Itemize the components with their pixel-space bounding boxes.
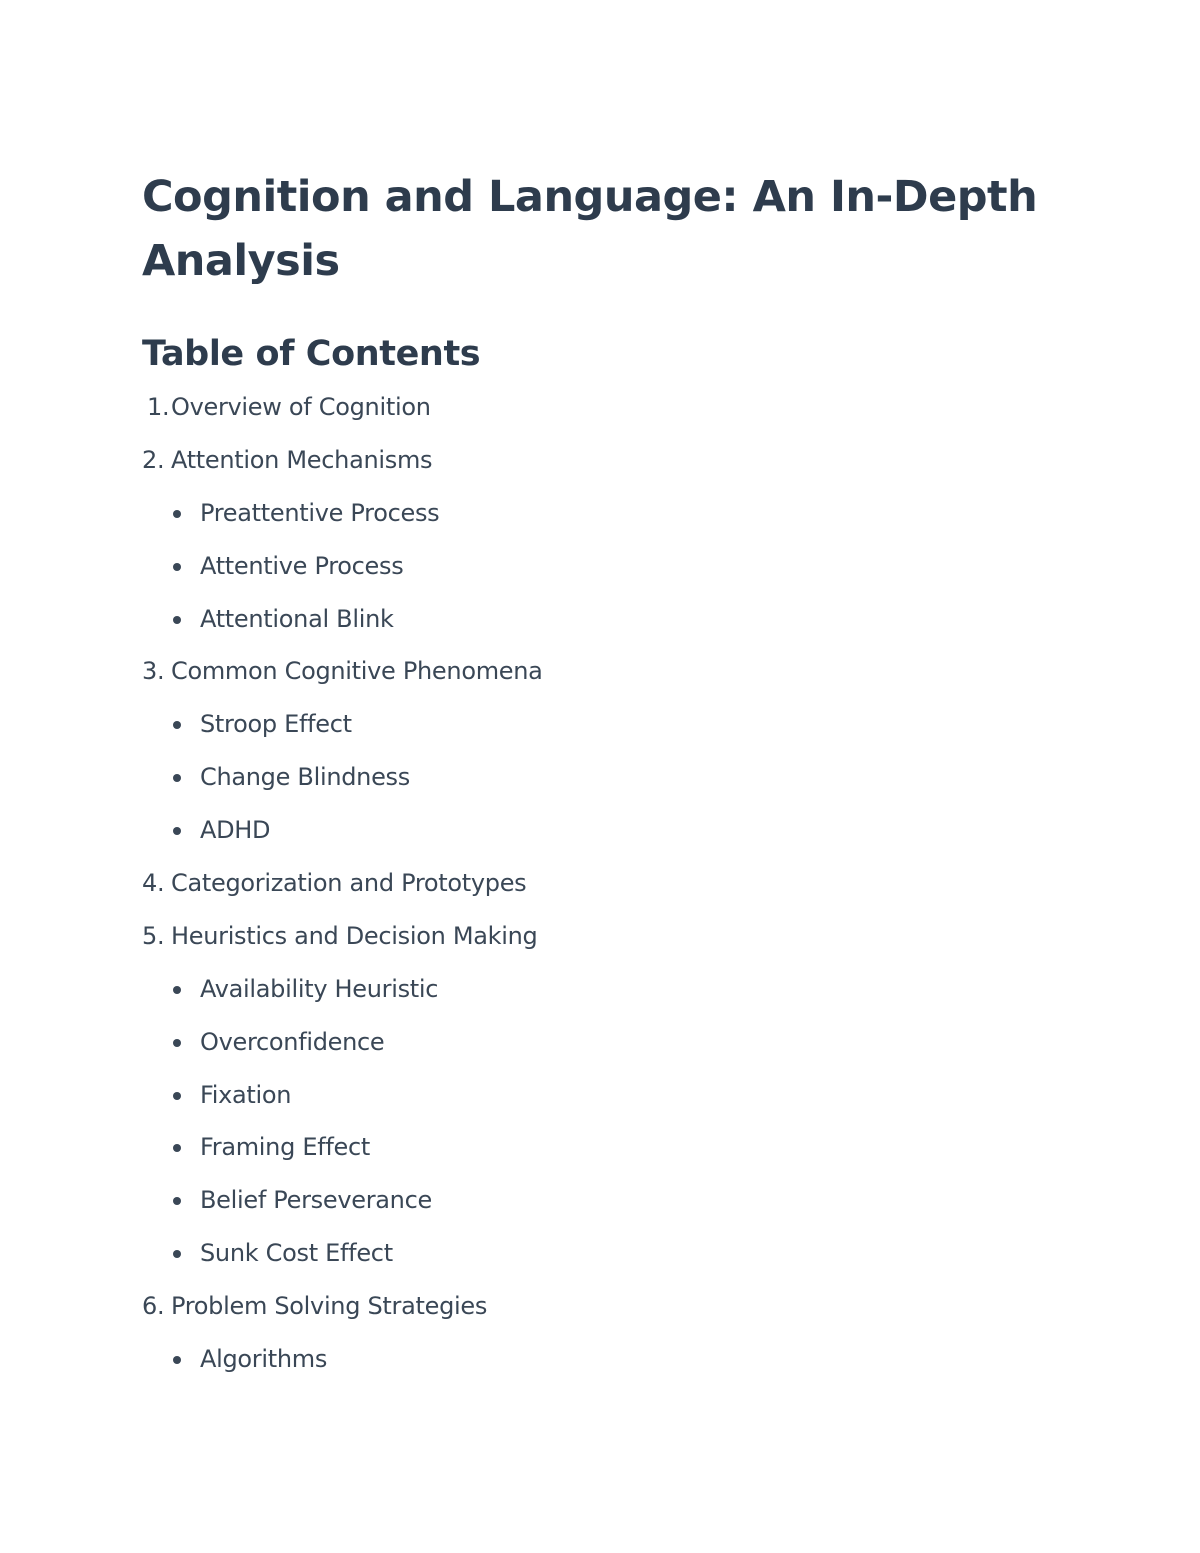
toc-subitem (142, 1069, 543, 1122)
bullet-icon (173, 827, 181, 835)
toc-heading: Table of Contents (142, 334, 481, 374)
bullet-icon (173, 616, 181, 624)
toc-item-label: Categorization and Prototypes (171, 869, 527, 898)
document-title: Cognition and Language: An In-Depth Analysis (142, 172, 1038, 286)
toc-subitem-label: Attentional Blink (200, 604, 394, 633)
toc-subitem (142, 1174, 543, 1227)
toc-item-number: 5. (142, 921, 165, 950)
toc-item-categorization-and-prototypes (142, 857, 543, 910)
toc-item-heuristics-and-decision-making (142, 910, 543, 963)
toc-subitem-label: Stroop Effect (200, 710, 352, 739)
toc-subitem-label: Preattentive Process (200, 498, 440, 527)
toc-subitem-label: Algorithms (200, 1345, 328, 1374)
toc-subitem-label: Sunk Cost Effect (200, 1239, 393, 1268)
toc-item-attention-mechanisms (142, 434, 543, 487)
toc-subitem-label: Change Blindness (200, 763, 410, 792)
toc-subitem-label: Fixation (200, 1080, 292, 1109)
bullet-icon (173, 1197, 181, 1205)
toc-subitem (142, 1227, 543, 1280)
document-page (142, 165, 1042, 1374)
toc-item-label: Overview of Cognition (171, 393, 431, 421)
toc-subitem (142, 593, 543, 646)
bullet-icon (173, 986, 181, 994)
toc-subitem (142, 804, 543, 857)
toc-subitem-label: Overconfidence (200, 1027, 385, 1056)
toc-subitem (142, 1121, 543, 1174)
toc-subitem-label: Belief Perseverance (200, 1186, 432, 1215)
bullet-icon (173, 1250, 181, 1258)
toc-subitem-label: Framing Effect (200, 1133, 370, 1162)
toc-subitem-label: ADHD (200, 816, 271, 845)
toc-item-label: Problem Solving Strategies (171, 1292, 488, 1321)
bullet-icon (173, 563, 181, 571)
bullet-icon (173, 1092, 181, 1100)
toc-item-label: Common Cognitive Phenomena (171, 657, 543, 686)
toc-subitem (142, 751, 543, 804)
bullet-icon (173, 1356, 181, 1364)
toc-subitem (142, 1333, 543, 1386)
toc-item-common-cognitive-phenomena (142, 645, 543, 698)
toc-item-overview-of-cognition (142, 381, 543, 434)
toc-item-number: 2. (142, 445, 165, 474)
toc-item-number: 3. (142, 657, 165, 686)
toc-item-number: 6. (142, 1292, 165, 1321)
bullet-icon (173, 1039, 181, 1047)
toc-subitem (142, 1016, 543, 1069)
toc-subitem (142, 487, 543, 540)
bullet-icon (173, 1144, 181, 1152)
toc-item-label: Attention Mechanisms (171, 445, 433, 474)
bullet-icon (173, 721, 181, 729)
toc-subitem (142, 540, 543, 593)
toc-item-number: 4. (142, 869, 165, 898)
toc-subitem (142, 698, 543, 751)
toc-item-label: Heuristics and Decision Making (171, 921, 538, 950)
bullet-icon (173, 774, 181, 782)
table-of-contents (142, 381, 543, 1386)
toc-subitem (142, 963, 543, 1016)
toc-item-problem-solving-strategies (142, 1280, 543, 1333)
toc-subitem-label: Availability Heuristic (200, 974, 439, 1003)
toc-subitem-label: Attentive Process (200, 551, 404, 580)
bullet-icon (173, 510, 181, 518)
toc-item-number: 1. (147, 393, 170, 421)
